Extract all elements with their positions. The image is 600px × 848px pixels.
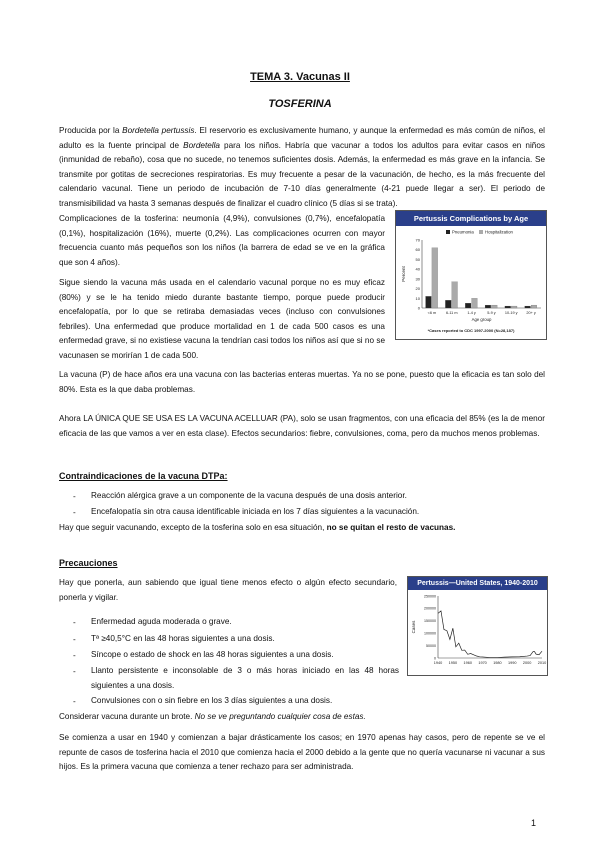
bullet-dash: - xyxy=(73,635,76,644)
legend-label: Hospitalization xyxy=(485,229,513,235)
legend-swatch-pneumonia xyxy=(446,230,450,234)
bar xyxy=(531,305,537,308)
precaution-item: Convulsiones con o sin fiebre en los 3 días siguientes a una dosis. xyxy=(91,696,333,705)
precaution-item: Síncope o estado de shock en las 48 horas siguientes a una dosis. xyxy=(91,650,334,659)
bullet-dash: - xyxy=(73,697,76,706)
bar xyxy=(511,306,517,308)
x-tick-label: 5-9 y xyxy=(487,311,496,315)
precaution-item: Llanto persistente e inconsolable de 3 o más horas iniciado en las 48 horas siguientes a una dosis. xyxy=(91,666,399,690)
us-cases-line-chart xyxy=(408,590,547,675)
bar xyxy=(485,305,491,308)
y-tick-label: 10 xyxy=(415,295,420,301)
x-tick-label: 1990 xyxy=(508,661,517,665)
acellular-text-3: (es la de menor eficacia de las que vamos a ver en esta clase). Efectos secundarios: fiebre, convulsiones, coma, pero da muchos menos problemas. xyxy=(59,414,546,438)
bullet-dash: - xyxy=(73,651,76,660)
section-title: TOSFERINA xyxy=(268,98,332,110)
outbreak-text: Considerar vacuna durante un brote. xyxy=(59,712,195,721)
outbreak-note xyxy=(59,710,545,725)
intro-text-1: Producida por la xyxy=(59,126,123,135)
vaccine-p-paragraph: La vacuna (P) de hace años era una vacuna con las bacterias enteras muertas. Ya no se pone, puesto que la eficacia es tan solo del 80%. Esta es la que daba problemas. xyxy=(59,370,545,394)
bar xyxy=(452,282,458,308)
y-tick-label: 200000 xyxy=(424,606,436,611)
series-line xyxy=(438,611,542,658)
bar xyxy=(432,248,438,308)
x-tick-label: 1950 xyxy=(448,661,458,665)
y-axis-label: Cases xyxy=(411,620,416,634)
intro-paragraph xyxy=(59,124,545,211)
bullet-dash: - xyxy=(73,618,76,627)
y-tick-label: 0 xyxy=(417,305,420,311)
x-tick-label: 20+ y xyxy=(526,311,536,315)
y-tick-label: 50000 xyxy=(426,643,436,648)
bar xyxy=(426,296,432,308)
x-tick-label: 6-11 m xyxy=(445,311,458,315)
y-tick-label: 100000 xyxy=(424,631,436,636)
note-bold-text: no se quitan el resto de vacunas. xyxy=(326,523,456,532)
y-tick-label: 30 xyxy=(415,276,420,282)
contraindications-heading: Contraindicaciones de la vacuna DTPa: xyxy=(59,471,228,481)
precautions-intro: Hay que ponerla, aun sabiendo que igual tiene menos efecto o algún efecto secundario, ponerla y vigilar. xyxy=(59,578,397,602)
chart-title: Pertussis Complications by Age xyxy=(396,211,546,226)
bar xyxy=(505,306,511,308)
legend-swatch-hospitalization xyxy=(479,230,483,234)
contraindication-item: Encefalopatía sin otra causa identificable iniciada en los 7 días siguientes a la vacunación. xyxy=(91,507,420,516)
acellular-text-2: , solo se usan fragmentos, con una eficacia del xyxy=(295,414,470,423)
organism-name: Bordetella pertussis xyxy=(122,126,195,135)
chart-footnote: *Cases reported to CDC 1997-2000 (N=28,187) xyxy=(427,328,515,333)
x-tick-label: 1970 xyxy=(478,661,487,665)
precaution-item: Tª ≥40,5°C en las 48 horas siguientes a una dosis. xyxy=(91,634,275,643)
acellular-efficacy: 85% xyxy=(469,414,486,423)
x-tick-label: 1960 xyxy=(463,661,472,665)
whole-cell-paragraph: Sigue siendo la vacuna más usada en el calendario vacunal porque no es muy eficaz (80%) y se le ha tenido miedo durante bastante tiempo, porque puede producir encefalopatía, por lo que se retiraba demasiadas veces (incluso con convulsiones febriles). Una enfermedad que produce mortalidad en 1 de cada 500 casos es una enfermedad grave, si no existiese vacuna la tendrían casi todos los niños así que si no se vacunasen se morirían 1 de cada 500. xyxy=(59,278,385,360)
legend-label: Pneumonia xyxy=(452,229,474,235)
intro-text-2: . El reservorio es exclusivamente humano, y aunque la enfermedad es más común de niños, el adulto es la fuente principal de xyxy=(59,126,545,150)
complications-bar-chart xyxy=(396,226,546,339)
y-tick-label: 20 xyxy=(415,286,420,292)
organism-name-short: Bordetella xyxy=(183,140,220,150)
precautions-heading: Precauciones xyxy=(59,558,118,568)
x-tick-label: 1-4 y xyxy=(467,311,476,315)
contraindication-note xyxy=(59,521,545,536)
y-tick-label: 0 xyxy=(434,656,436,661)
bar xyxy=(445,300,451,308)
precaution-item: Enfermedad aguda moderada o grave. xyxy=(91,617,232,626)
bar xyxy=(472,298,478,308)
y-tick-label: 250000 xyxy=(424,594,436,599)
page-title: TEMA 3. Vacunas II xyxy=(250,71,350,83)
x-tick-label: 10-19 y xyxy=(504,311,518,315)
x-tick-label: 2000 xyxy=(522,661,532,665)
bar xyxy=(525,306,531,308)
bullet-dash: - xyxy=(73,492,76,501)
x-tick-label: 1980 xyxy=(493,661,502,665)
bar xyxy=(465,303,471,308)
note-text: Hay que seguir vacunando, excepto de la tosferina solo en esa situación, xyxy=(59,523,327,532)
acellular-emphasis: LA ÚNICA QUE SE USA ES LA VACUNA ACELLUAR (PA) xyxy=(83,414,296,423)
bullet-dash: - xyxy=(73,667,76,676)
history-paragraph: Se comienza a usar en 1940 y comienzan a bajar drásticamente los casos; en 1970 apenas hay casos, pero de repente se ve el repunte de casos de tosferina hacia el 2010 que comienza hacia el 2000 debido a la gente que no quería vacunarse ni vacunar a sus hijos. Es la primera vacuna que comienza a tener rechazo para ser administrada. xyxy=(59,733,545,771)
outbreak-italic-text: No se ve preguntando cualquier cosa de estas. xyxy=(194,712,366,721)
bullet-dash: - xyxy=(73,508,76,517)
y-tick-label: 70 xyxy=(415,237,420,243)
y-tick-label: 50 xyxy=(415,256,420,262)
y-tick-label: 40 xyxy=(415,266,420,272)
x-tick-label: <6 m xyxy=(427,311,437,315)
complications-paragraph: Complicaciones de la tosferina: neumonía (4,9%), convulsiones (0,7%), encefalopatía (0,1%), hospitalización (16%), muerte (0,2%). Las complicaciones ocurren con mayor frecuencia cuanto más pequeños son los niños (la barrera de edad se ve en la gráfica que son 4 años). xyxy=(59,214,385,267)
acellular-text-1: Ahora xyxy=(59,414,84,423)
bar xyxy=(491,305,497,308)
y-tick-label: 150000 xyxy=(424,619,436,624)
x-tick-label: 1940 xyxy=(433,661,443,665)
acellular-paragraph xyxy=(59,412,545,441)
x-tick-label: 2010 xyxy=(537,661,547,665)
intro-text-3: para los niños. Habría que vacunar a todos los adultos para evitar casos en niños (inmunidad de rebaño), cosa que no sucede, no tenemos suficientes dosis. Además, la enfermedad es más grave en la infancia. Se transmite por gotitas de secreciones respiratorias. Es muy frecuente a pesar de la vacunación, de hecho, es la más frecuente del calendario vacunal. Tiene un periodo de incubación de 7-10 días generalmente (4-21 puede llegar a ser). El periodo de transmisibilidad va hasta 3 semanas después de finalizar el cuadro clínico (5 días si se trata). xyxy=(59,140,545,208)
x-axis-label: Age group xyxy=(471,317,492,322)
y-tick-label: 60 xyxy=(415,247,420,253)
page-number: 1 xyxy=(531,818,537,828)
complications-chart xyxy=(395,210,547,340)
chart-title: Pertussis—United States, 1940-2010 xyxy=(408,577,547,590)
us-cases-chart xyxy=(407,576,548,676)
y-axis-label: Percent xyxy=(401,266,406,282)
contraindication-item: Reacción alérgica grave a un componente de la vacuna después de una dosis anterior. xyxy=(91,491,407,500)
